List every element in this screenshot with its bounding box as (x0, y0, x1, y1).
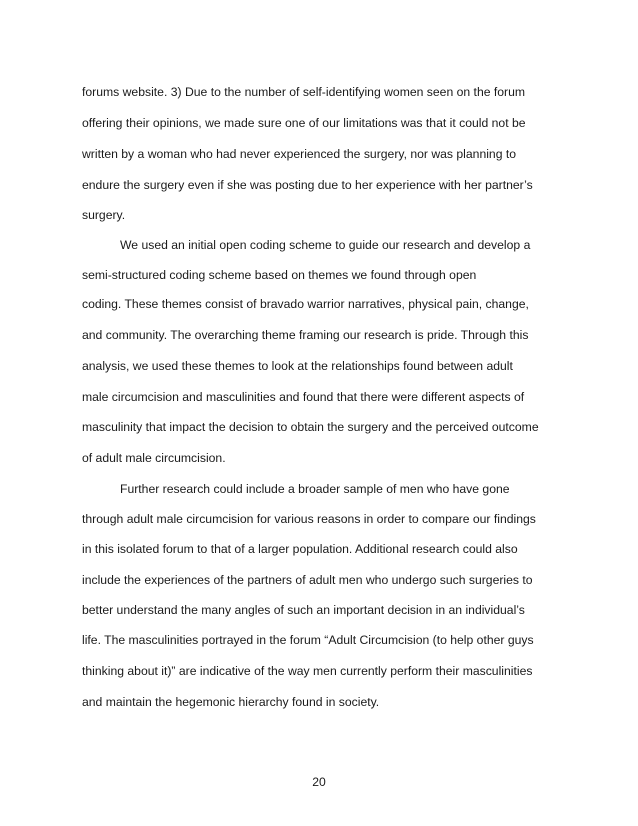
body-text-line: and community. The overarching theme framing our research is pride. Through this (82, 328, 529, 342)
body-text-line: include the experiences of the partners of adult men who undergo such surgeries to (82, 573, 533, 587)
page-number: 20 (312, 775, 326, 789)
body-text-line: better understand the many angles of such an important decision in an individual’s (82, 603, 525, 617)
body-text-line: masculinity that impact the decision to obtain the surgery and the perceived outcome (82, 420, 539, 434)
body-text-line: forums website. 3) Due to the number of self-identifying women seen on the forum (82, 85, 526, 99)
body-text-line: coding. These themes consist of bravado warrior narratives, physical pain, change, (82, 297, 529, 311)
body-text-line: We used an initial open coding scheme to guide our research and develop a (120, 238, 531, 252)
body-text-line: offering their opinions, we made sure one of our limitations was that it could not be (82, 116, 526, 130)
body-text-line: male circumcision and masculinities and found that there were different aspects of (82, 390, 525, 404)
body-text-line: in this isolated forum to that of a larger population. Additional research could also (82, 542, 518, 556)
body-text-line: written by a woman who had never experienced the surgery, nor was planning to (82, 147, 517, 161)
body-text-line: semi-structured coding scheme based on themes we found through open (82, 268, 477, 282)
body-text-line: and maintain the hegemonic hierarchy found in society. (82, 695, 380, 709)
body-text-line: analysis, we used these themes to look at the relationships found between adult (82, 359, 513, 373)
body-text-line: of adult male circumcision. (82, 451, 226, 465)
body-text-line: through adult male circumcision for various reasons in order to compare our findings (82, 512, 536, 526)
body-text-line: life. The masculinities portrayed in the forum “Adult Circumcision (to help other guys (82, 633, 534, 647)
body-text-line: Further research could include a broader sample of men who have gone (120, 482, 510, 496)
body-text-line: surgery. (82, 208, 126, 222)
body-text-line: thinking about it)” are indicative of the way men currently perform their masculinities (82, 664, 533, 678)
body-text-line: endure the surgery even if she was posting due to her experience with her partner’s (82, 178, 533, 192)
